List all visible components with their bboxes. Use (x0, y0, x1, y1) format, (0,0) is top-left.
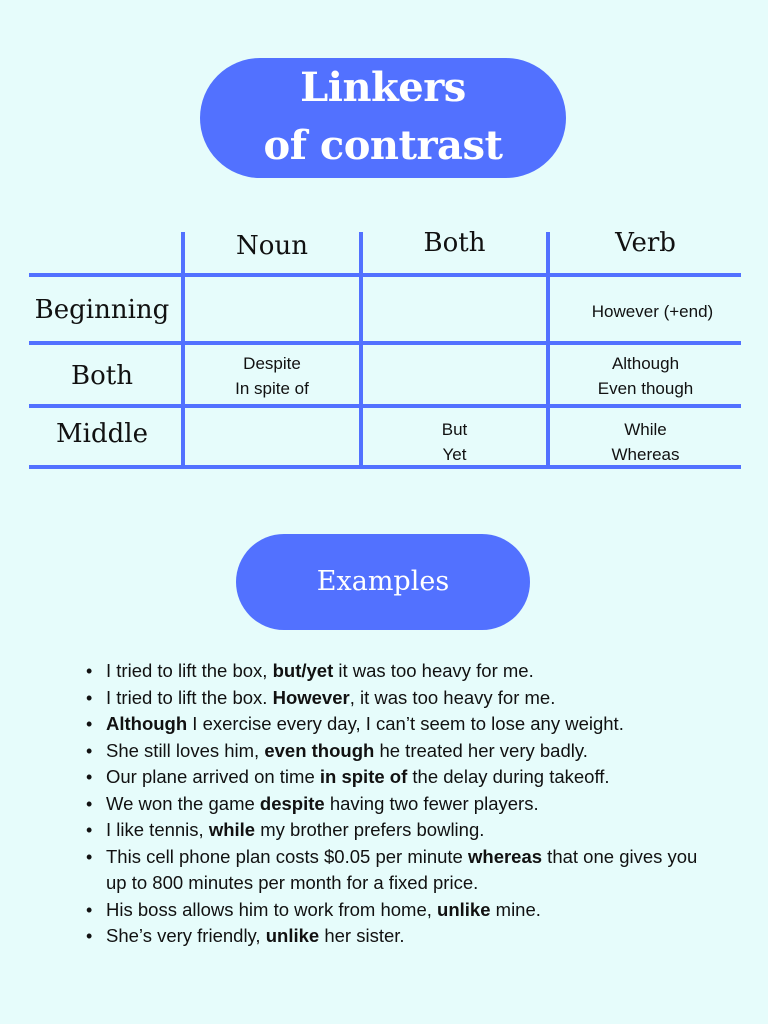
example-text: I exercise every day, I can’t seem to lose any weight. (187, 713, 624, 734)
bullet-icon: • (86, 926, 93, 946)
example-item (86, 923, 716, 950)
example-text: , it was too heavy for me. (349, 686, 556, 708)
example-linker: in spite of (319, 766, 408, 787)
example-text: His boss allows him to work from home, (106, 898, 438, 920)
column-header-verb: Verb (615, 228, 676, 258)
example-text: my brother prefers bowling. (255, 819, 485, 840)
example-item (86, 791, 716, 818)
cell-middle-verb (550, 417, 741, 467)
example-item (86, 844, 716, 897)
example-text: Our plane arrived on time (106, 766, 320, 787)
example-text: it was too heavy for me. (333, 660, 534, 681)
cell-both-noun (185, 351, 359, 401)
title-line-1: Linkers (300, 64, 466, 111)
example-linker: Although (106, 713, 188, 734)
bullet-icon: • (86, 846, 93, 867)
example-linker: However (272, 686, 350, 708)
example-text: her sister. (319, 925, 405, 946)
cell-beginning-verb: However (+end) (591, 302, 714, 321)
bullet-icon: • (86, 820, 93, 840)
example-item (86, 817, 716, 844)
example-text: She still loves him, (106, 739, 265, 761)
example-text: I tried to lift the box. (106, 686, 273, 708)
example-item (86, 738, 716, 765)
example-linker: unlike (437, 898, 491, 920)
bullet-icon: • (86, 793, 93, 814)
example-linker: unlike (265, 925, 320, 946)
cell-text: Although (611, 354, 680, 373)
cell-middle-both (363, 417, 546, 467)
bullet-icon: • (86, 740, 93, 761)
example-linker: even though (264, 739, 375, 761)
example-item (86, 685, 716, 712)
cell-text: Despite (243, 354, 301, 373)
example-text: I like tennis, (106, 819, 209, 840)
row-label-beginning: Beginning (34, 295, 170, 325)
example-item (86, 897, 716, 924)
cell-text: But (441, 420, 468, 439)
row-label-middle: Middle (56, 419, 148, 449)
example-text: the delay during takeoff. (407, 766, 610, 787)
bullet-icon: • (86, 714, 93, 734)
cell-text: In spite of (235, 379, 309, 398)
example-linker: but/yet (272, 660, 334, 681)
example-linker: while (208, 819, 256, 840)
example-text: that one gives you up to 800 minutes per month for a fixed price. (106, 845, 698, 893)
bullet-icon: • (86, 687, 93, 708)
cell-text: Yet (442, 445, 467, 464)
examples-list (86, 658, 716, 950)
example-item (86, 764, 716, 791)
example-linker: despite (259, 792, 325, 814)
bullet-icon: • (86, 767, 93, 787)
table-divider (29, 273, 741, 277)
example-linker: whereas (468, 845, 543, 867)
row-label-both: Both (71, 361, 133, 391)
example-text: She’s very friendly, (106, 925, 266, 946)
example-text: he treated her very badly. (374, 739, 588, 761)
example-item (86, 658, 716, 685)
column-header-both: Both (423, 228, 486, 258)
examples-heading: Examples (236, 534, 530, 630)
cell-text: Even though (597, 379, 694, 398)
title-banner (200, 58, 566, 178)
example-item (86, 711, 716, 738)
table-divider (29, 341, 741, 345)
bullet-icon: • (86, 899, 93, 920)
example-text: This cell phone plan costs $0.05 per minute (106, 845, 468, 867)
cell-text: While (624, 420, 667, 439)
column-header-noun: Noun (236, 231, 308, 261)
example-text: mine. (490, 898, 541, 920)
cell-both-verb (550, 351, 741, 401)
example-text: We won the game (106, 792, 260, 814)
bullet-icon: • (86, 661, 93, 681)
example-text: having two fewer players. (324, 792, 539, 814)
example-text: I tried to lift the box, (106, 660, 273, 681)
cell-text: Whereas (611, 445, 680, 464)
table-divider (29, 404, 741, 408)
title-line-2: of contrast (263, 122, 503, 169)
